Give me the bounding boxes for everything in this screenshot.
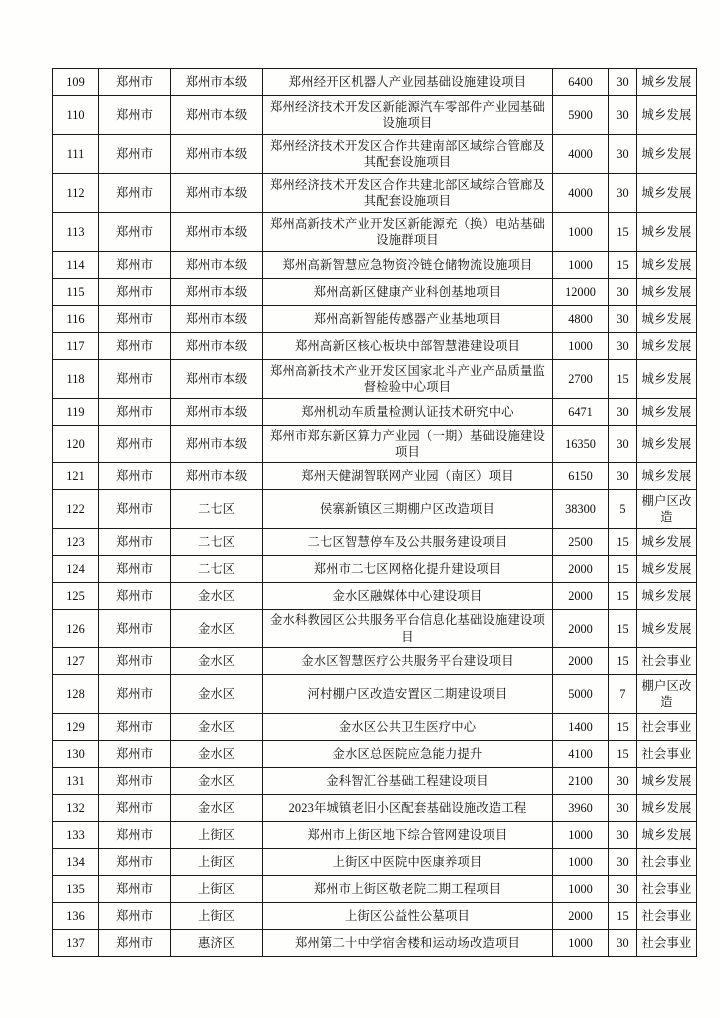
cell-district: 二七区 (171, 529, 263, 556)
cell-city: 郑州市 (99, 740, 171, 767)
cell-city: 郑州市 (99, 821, 171, 848)
cell-district: 金水区 (171, 767, 263, 794)
cell-district: 二七区 (171, 490, 263, 529)
cell-project-name: 金科智汇谷基础工程建设项目 (263, 767, 553, 794)
cell-years: 30 (609, 399, 637, 426)
cell-category: 城乡发展 (637, 463, 697, 490)
table-row (53, 252, 697, 279)
cell-amount: 6471 (553, 399, 609, 426)
cell-years: 30 (609, 174, 637, 213)
cell-district: 郑州市本级 (171, 463, 263, 490)
table-row (53, 174, 697, 213)
cell-years: 15 (609, 529, 637, 556)
cell-city: 郑州市 (99, 213, 171, 252)
cell-category: 城乡发展 (637, 821, 697, 848)
table-row (53, 96, 697, 135)
cell-district: 金水区 (171, 610, 263, 647)
cell-city: 郑州市 (99, 647, 171, 674)
cell-city: 郑州市 (99, 279, 171, 306)
cell-years: 5 (609, 490, 637, 529)
cell-amount: 1000 (553, 252, 609, 279)
cell-years: 30 (609, 96, 637, 135)
cell-category: 城乡发展 (637, 279, 697, 306)
cell-years: 15 (609, 740, 637, 767)
cell-city: 郑州市 (99, 96, 171, 135)
cell-city: 郑州市 (99, 426, 171, 463)
cell-years: 30 (609, 135, 637, 174)
cell-project-name: 郑州经济技术开发区新能源汽车零部件产业园基础设施项目 (263, 96, 553, 135)
table-row (53, 821, 697, 848)
cell-city: 郑州市 (99, 583, 171, 610)
cell-city: 郑州市 (99, 360, 171, 399)
cell-serial-number: 137 (53, 929, 99, 956)
cell-years: 30 (609, 848, 637, 875)
cell-serial-number: 116 (53, 306, 99, 333)
cell-serial-number: 111 (53, 135, 99, 174)
table-row (53, 556, 697, 583)
cell-city: 郑州市 (99, 252, 171, 279)
cell-project-name: 2023年城镇老旧小区配套基础设施改造工程 (263, 794, 553, 821)
cell-project-name: 金水区公共卫生医疗中心 (263, 713, 553, 740)
cell-city: 郑州市 (99, 69, 171, 96)
cell-years: 30 (609, 463, 637, 490)
cell-city: 郑州市 (99, 490, 171, 529)
cell-district: 上街区 (171, 848, 263, 875)
cell-amount: 1000 (553, 213, 609, 252)
cell-project-name: 金水区融媒体中心建设项目 (263, 583, 553, 610)
cell-amount: 4100 (553, 740, 609, 767)
cell-amount: 2000 (553, 556, 609, 583)
cell-district: 郑州市本级 (171, 279, 263, 306)
cell-project-name: 郑州经济技术开发区合作共建北部区域综合管廊及其配套设施项目 (263, 174, 553, 213)
cell-district: 郑州市本级 (171, 426, 263, 463)
cell-project-name: 侯寨新镇区三期棚户区改造项目 (263, 490, 553, 529)
cell-serial-number: 131 (53, 767, 99, 794)
cell-district: 金水区 (171, 583, 263, 610)
cell-project-name: 二七区智慧停车及公共服务建设项目 (263, 529, 553, 556)
cell-category: 城乡发展 (637, 174, 697, 213)
cell-years: 15 (609, 360, 637, 399)
cell-district: 金水区 (171, 674, 263, 713)
cell-years: 30 (609, 69, 637, 96)
cell-years: 7 (609, 674, 637, 713)
cell-serial-number: 133 (53, 821, 99, 848)
project-table-container (52, 68, 692, 957)
cell-project-name: 郑州高新智能传感器产业基地项目 (263, 306, 553, 333)
cell-project-name: 郑州天健湖智联网产业园（南区）项目 (263, 463, 553, 490)
table-row (53, 740, 697, 767)
project-table-body (53, 69, 697, 957)
cell-category: 社会事业 (637, 740, 697, 767)
cell-category: 城乡发展 (637, 252, 697, 279)
cell-years: 15 (609, 556, 637, 583)
table-row (53, 674, 697, 713)
cell-amount: 2000 (553, 583, 609, 610)
cell-district: 郑州市本级 (171, 69, 263, 96)
cell-project-name: 金水区智慧医疗公共服务平台建设项目 (263, 647, 553, 674)
cell-category: 城乡发展 (637, 583, 697, 610)
cell-serial-number: 109 (53, 69, 99, 96)
cell-category: 社会事业 (637, 713, 697, 740)
cell-project-name: 郑州市郑东新区算力产业园（一期）基础设施建设项目 (263, 426, 553, 463)
cell-amount: 1000 (553, 929, 609, 956)
table-row (53, 279, 697, 306)
cell-category: 城乡发展 (637, 306, 697, 333)
cell-serial-number: 114 (53, 252, 99, 279)
table-row (53, 647, 697, 674)
cell-city: 郑州市 (99, 333, 171, 360)
cell-district: 上街区 (171, 821, 263, 848)
cell-amount: 4000 (553, 174, 609, 213)
table-row (53, 69, 697, 96)
cell-city: 郑州市 (99, 902, 171, 929)
cell-years: 30 (609, 279, 637, 306)
table-row (53, 306, 697, 333)
cell-serial-number: 127 (53, 647, 99, 674)
cell-amount: 2000 (553, 647, 609, 674)
cell-years: 15 (609, 252, 637, 279)
cell-project-name: 郑州高新区核心板块中部智慧港建设项目 (263, 333, 553, 360)
table-row (53, 399, 697, 426)
table-row (53, 583, 697, 610)
table-row (53, 875, 697, 902)
cell-project-name: 郑州高新技术产业开发区新能源充（换）电站基础设施群项目 (263, 213, 553, 252)
table-row (53, 902, 697, 929)
cell-city: 郑州市 (99, 135, 171, 174)
cell-project-name: 郑州机动车质量检测认证技术研究中心 (263, 399, 553, 426)
cell-years: 15 (609, 213, 637, 252)
cell-years: 30 (609, 333, 637, 360)
cell-amount: 38300 (553, 490, 609, 529)
cell-serial-number: 123 (53, 529, 99, 556)
cell-category: 城乡发展 (637, 213, 697, 252)
cell-category: 城乡发展 (637, 529, 697, 556)
cell-city: 郑州市 (99, 674, 171, 713)
cell-serial-number: 130 (53, 740, 99, 767)
table-row (53, 213, 697, 252)
cell-serial-number: 134 (53, 848, 99, 875)
cell-category: 社会事业 (637, 902, 697, 929)
table-row (53, 929, 697, 956)
cell-serial-number: 115 (53, 279, 99, 306)
cell-district: 郑州市本级 (171, 252, 263, 279)
cell-years: 30 (609, 821, 637, 848)
cell-amount: 5900 (553, 96, 609, 135)
table-row (53, 713, 697, 740)
cell-category: 社会事业 (637, 647, 697, 674)
cell-serial-number: 113 (53, 213, 99, 252)
cell-category: 城乡发展 (637, 794, 697, 821)
cell-category: 社会事业 (637, 929, 697, 956)
cell-serial-number: 121 (53, 463, 99, 490)
cell-serial-number: 132 (53, 794, 99, 821)
cell-amount: 1000 (553, 333, 609, 360)
table-row (53, 610, 697, 647)
cell-serial-number: 118 (53, 360, 99, 399)
cell-years: 15 (609, 647, 637, 674)
cell-serial-number: 126 (53, 610, 99, 647)
table-row (53, 135, 697, 174)
cell-category: 城乡发展 (637, 610, 697, 647)
cell-project-name: 河村棚户区改造安置区二期建设项目 (263, 674, 553, 713)
cell-serial-number: 128 (53, 674, 99, 713)
cell-project-name: 郑州高新技术产业开发区国家北斗产业产品质量监督检验中心项目 (263, 360, 553, 399)
table-row (53, 360, 697, 399)
cell-district: 金水区 (171, 794, 263, 821)
cell-district: 金水区 (171, 647, 263, 674)
cell-city: 郑州市 (99, 463, 171, 490)
cell-city: 郑州市 (99, 399, 171, 426)
cell-amount: 1000 (553, 848, 609, 875)
cell-category: 城乡发展 (637, 135, 697, 174)
table-row (53, 794, 697, 821)
cell-years: 30 (609, 767, 637, 794)
cell-amount: 1400 (553, 713, 609, 740)
cell-serial-number: 119 (53, 399, 99, 426)
cell-category: 城乡发展 (637, 69, 697, 96)
cell-category: 城乡发展 (637, 399, 697, 426)
cell-project-name: 郑州高新区健康产业科创基地项目 (263, 279, 553, 306)
cell-district: 郑州市本级 (171, 135, 263, 174)
cell-amount: 16350 (553, 426, 609, 463)
cell-amount: 2700 (553, 360, 609, 399)
cell-project-name: 郑州经开区机器人产业园基础设施建设项目 (263, 69, 553, 96)
cell-years: 15 (609, 610, 637, 647)
cell-category: 城乡发展 (637, 556, 697, 583)
project-table (52, 68, 697, 957)
cell-serial-number: 124 (53, 556, 99, 583)
cell-project-name: 上街区中医院中医康养项目 (263, 848, 553, 875)
cell-serial-number: 112 (53, 174, 99, 213)
cell-years: 30 (609, 929, 637, 956)
cell-district: 金水区 (171, 740, 263, 767)
cell-category: 棚户区改造 (637, 490, 697, 529)
cell-category: 城乡发展 (637, 426, 697, 463)
cell-amount: 12000 (553, 279, 609, 306)
table-row (53, 333, 697, 360)
cell-district: 郑州市本级 (171, 96, 263, 135)
cell-serial-number: 136 (53, 902, 99, 929)
cell-city: 郑州市 (99, 610, 171, 647)
cell-years: 15 (609, 713, 637, 740)
cell-category: 城乡发展 (637, 96, 697, 135)
cell-category: 棚户区改造 (637, 674, 697, 713)
cell-project-name: 郑州第二十中学宿舍楼和运动场改造项目 (263, 929, 553, 956)
cell-city: 郑州市 (99, 848, 171, 875)
cell-city: 郑州市 (99, 174, 171, 213)
cell-city: 郑州市 (99, 875, 171, 902)
cell-category: 社会事业 (637, 848, 697, 875)
cell-district: 郑州市本级 (171, 306, 263, 333)
cell-district: 郑州市本级 (171, 399, 263, 426)
cell-years: 30 (609, 306, 637, 333)
cell-category: 城乡发展 (637, 360, 697, 399)
cell-city: 郑州市 (99, 929, 171, 956)
cell-project-name: 上街区公益性公墓项目 (263, 902, 553, 929)
cell-district: 上街区 (171, 902, 263, 929)
table-row (53, 426, 697, 463)
cell-category: 城乡发展 (637, 767, 697, 794)
cell-serial-number: 125 (53, 583, 99, 610)
cell-project-name: 郑州高新智慧应急物资冷链仓储物流设施项目 (263, 252, 553, 279)
table-row (53, 463, 697, 490)
cell-category: 社会事业 (637, 875, 697, 902)
table-row (53, 490, 697, 529)
cell-amount: 3960 (553, 794, 609, 821)
cell-category: 城乡发展 (637, 333, 697, 360)
cell-amount: 1000 (553, 821, 609, 848)
table-row (53, 529, 697, 556)
cell-serial-number: 110 (53, 96, 99, 135)
cell-project-name: 郑州经济技术开发区合作共建南部区域综合管廊及其配套设施项目 (263, 135, 553, 174)
cell-years: 30 (609, 794, 637, 821)
cell-project-name: 郑州市上街区地下综合管网建设项目 (263, 821, 553, 848)
cell-district: 郑州市本级 (171, 174, 263, 213)
cell-city: 郑州市 (99, 794, 171, 821)
cell-amount: 1000 (553, 875, 609, 902)
cell-district: 二七区 (171, 556, 263, 583)
cell-city: 郑州市 (99, 529, 171, 556)
cell-years: 15 (609, 902, 637, 929)
cell-amount: 4800 (553, 306, 609, 333)
cell-project-name: 金水科教园区公共服务平台信息化基础设施建设项目 (263, 610, 553, 647)
cell-city: 郑州市 (99, 713, 171, 740)
cell-serial-number: 120 (53, 426, 99, 463)
cell-district: 惠济区 (171, 929, 263, 956)
cell-city: 郑州市 (99, 767, 171, 794)
table-row (53, 767, 697, 794)
cell-years: 30 (609, 426, 637, 463)
cell-project-name: 郑州市上街区敬老院二期工程项目 (263, 875, 553, 902)
cell-amount: 2000 (553, 610, 609, 647)
cell-amount: 4000 (553, 135, 609, 174)
cell-district: 上街区 (171, 875, 263, 902)
cell-city: 郑州市 (99, 556, 171, 583)
cell-district: 郑州市本级 (171, 360, 263, 399)
table-row (53, 848, 697, 875)
cell-serial-number: 117 (53, 333, 99, 360)
cell-serial-number: 122 (53, 490, 99, 529)
cell-amount: 6150 (553, 463, 609, 490)
cell-serial-number: 135 (53, 875, 99, 902)
cell-project-name: 郑州市二七区网格化提升建设项目 (263, 556, 553, 583)
cell-amount: 2000 (553, 902, 609, 929)
cell-amount: 5000 (553, 674, 609, 713)
cell-district: 郑州市本级 (171, 213, 263, 252)
cell-amount: 6400 (553, 69, 609, 96)
cell-years: 30 (609, 875, 637, 902)
cell-serial-number: 129 (53, 713, 99, 740)
cell-city: 郑州市 (99, 306, 171, 333)
cell-district: 郑州市本级 (171, 333, 263, 360)
cell-project-name: 金水区总医院应急能力提升 (263, 740, 553, 767)
cell-years: 15 (609, 583, 637, 610)
cell-amount: 2500 (553, 529, 609, 556)
cell-amount: 2100 (553, 767, 609, 794)
cell-district: 金水区 (171, 713, 263, 740)
